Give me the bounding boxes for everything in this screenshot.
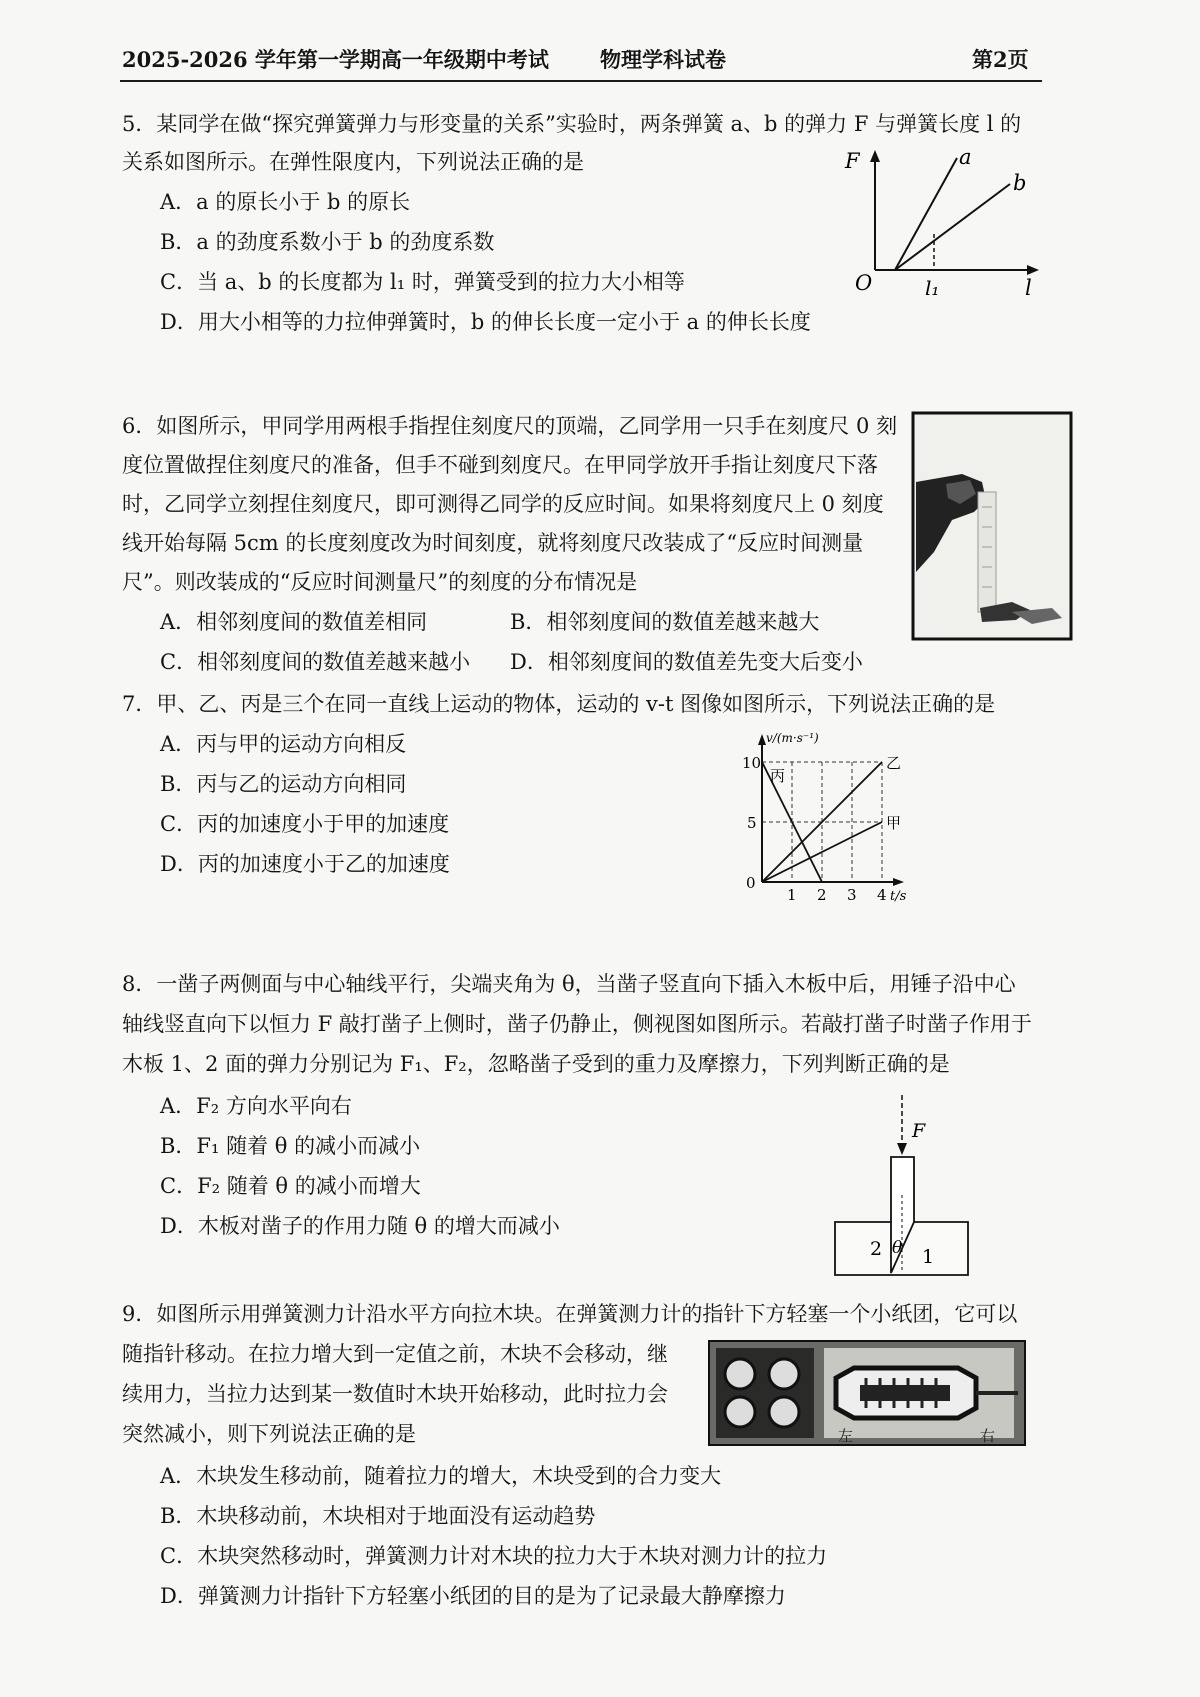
q9-stem-line-4: 突然减小，则下列说法正确的是 (122, 1422, 416, 1446)
q7-axis-v: v/(m·s⁻¹) (766, 731, 819, 745)
q8-option-a: A．F₂ 方向水平向右 (160, 1094, 352, 1118)
q5-line-b-label: b (1013, 171, 1027, 195)
q7-option-d: D．丙的加速度小于乙的加速度 (160, 852, 450, 876)
q6-stem-line-5: 尺”。则改装成的“反应时间测量尺”的刻度的分布情况是 (122, 570, 638, 594)
q8-chisel-figure (830, 1095, 980, 1285)
q8-stem-line-3: 木板 1、2 面的弹力分别记为 F₁、F₂，忽略凿子受到的重力及摩擦力，下列判断正确的是 (122, 1052, 950, 1076)
header-rule (120, 80, 1042, 82)
subject-title: 物理学科试卷 (600, 47, 726, 72)
q5-stem-line-2: 关系如图所示。在弹性限度内，下列说法正确的是 (122, 150, 584, 174)
q9-left-label: 左 (838, 1427, 854, 1445)
q8-stem-line-2: 轴线竖直向下以恒力 F 敲打凿子上侧时，凿子仍静止，侧视图如图所示。若敲打凿子时凿子作用于 (122, 1012, 1032, 1036)
q5-option-b: B．a 的劲度系数小于 b 的劲度系数 (160, 230, 495, 254)
q5-stem-line-1: 5．某同学在做“探究弹簧弹力与形变量的关系”实验时，两条弹簧 a、b 的弹力 F 与弹簧长度 l 的 (122, 112, 1022, 136)
q5-mark-l1: l₁ (925, 276, 940, 300)
q5-option-a: A．a 的原长小于 b 的原长 (160, 190, 411, 214)
q6-option-b: B．相邻刻度间的数值差越来越大 (510, 610, 820, 634)
q7-label-bing: 丙 (770, 767, 786, 785)
q7-label-jia: 甲 (886, 814, 902, 832)
q7-label-yi: 乙 (886, 754, 902, 772)
q5-option-c: C．当 a、b 的长度都为 l₁ 时，弹簧受到的拉力大小相等 (160, 270, 685, 294)
q5-option-d: D．用大小相等的力拉伸弹簧时，b 的伸长长度一定小于 a 的伸长长度 (160, 310, 811, 334)
q7-xtick-2: 2 (817, 886, 827, 904)
q5-origin: O (855, 271, 873, 295)
q8-face-1: 1 (922, 1246, 935, 1268)
q9-stem-line-2: 随指针移动。在拉力增大到一定值之前，木块不会移动，继 (122, 1342, 668, 1366)
q9-option-c: C．木块突然移动时，弹簧测力计对木块的拉力大于木块对测力计的拉力 (160, 1544, 828, 1568)
q6-ruler-photo (912, 412, 1072, 640)
q9-option-b: B．木块移动前，木块相对于地面没有运动趋势 (160, 1504, 596, 1528)
q9-stem-line-1: 9．如图所示用弹簧测力计沿水平方向拉木块。在弹簧测力计的指针下方轻塞一个小纸团，它可以 (122, 1302, 1018, 1326)
q7-ytick-0: 0 (746, 874, 756, 892)
q7-option-c: C．丙的加速度小于甲的加速度 (160, 812, 450, 836)
q6-stem-line-4: 线开始每隔 5cm 的长度刻度改为时间刻度，就将刻度尺改装成了“反应时间测量 (122, 531, 864, 555)
q8-face-2: 2 (870, 1238, 883, 1260)
q6-stem-line-1: 6．如图所示，甲同学用两根手指捏住刻度尺的顶端，乙同学用一只手在刻度尺 0 刻 (122, 414, 898, 438)
q6-option-d: D．相邻刻度间的数值差先变大后变小 (510, 650, 863, 674)
q9-option-d: D．弹簧测力计指针下方轻塞小纸团的目的是为了记录最大静摩擦力 (160, 1584, 786, 1608)
q5-line-a-label: a (959, 145, 972, 169)
q9-stem-line-3: 续用力，当拉力达到某一数值时木块开始移动，此时拉力会 (122, 1382, 668, 1406)
q8-angle: θ (892, 1238, 903, 1258)
q6-option-a: A．相邻刻度间的数值差相同 (160, 610, 428, 634)
q8-stem-line-1: 8．一凿子两侧面与中心轴线平行，尖端夹角为 θ，当凿子竖直向下插入木板中后，用锤子沿中心 (122, 972, 1016, 996)
q9-option-a: A．木块发生移动前，随着拉力的增大，木块受到的合力变大 (160, 1464, 722, 1488)
q5-axis-f: F (845, 149, 860, 173)
q6-stem-line-3: 时，乙同学立刻捏住刻度尺，即可测得乙同学的反应时间。如果将刻度尺上 0 刻度 (122, 492, 884, 516)
q6-option-c: C．相邻刻度间的数值差越来越小 (160, 650, 471, 674)
q7-stem-line-1: 7．甲、乙、丙是三个在同一直线上运动的物体，运动的 v-t 图像如图所示，下列说法正确的是 (122, 692, 996, 716)
page-number: 第2页 (972, 47, 1029, 72)
q7-option-b: B．丙与乙的运动方向相同 (160, 772, 407, 796)
q7-vt-graph (730, 731, 930, 933)
q8-force-label: F (912, 1120, 926, 1142)
q7-ytick-10: 10 (742, 754, 762, 772)
q9-right-label: 右 (980, 1427, 996, 1445)
q7-ytick-5: 5 (747, 814, 757, 832)
q9-spring-scale-photo (708, 1340, 1026, 1446)
q7-xtick-4: 4 (877, 886, 887, 904)
exam-title: 2025-2026 学年第一学期高一年级期中考试 (122, 47, 549, 72)
q7-xtick-3: 3 (847, 886, 857, 904)
q5-axis-l: l (1025, 276, 1032, 300)
q5-spring-graph (845, 145, 1045, 310)
q7-xtick-1: 1 (787, 886, 797, 904)
q8-option-c: C．F₂ 随着 θ 的减小而增大 (160, 1174, 421, 1198)
q6-stem-line-2: 度位置做捏住刻度尺的准备，但手不碰到刻度尺。在甲同学放开手指让刻度尺下落 (122, 453, 878, 477)
q7-option-a: A．丙与甲的运动方向相反 (160, 732, 407, 756)
q8-option-b: B．F₁ 随着 θ 的减小而减小 (160, 1134, 421, 1158)
q7-axis-t: t/s (890, 889, 907, 904)
q8-option-d: D．木板对凿子的作用力随 θ 的增大而减小 (160, 1214, 560, 1238)
